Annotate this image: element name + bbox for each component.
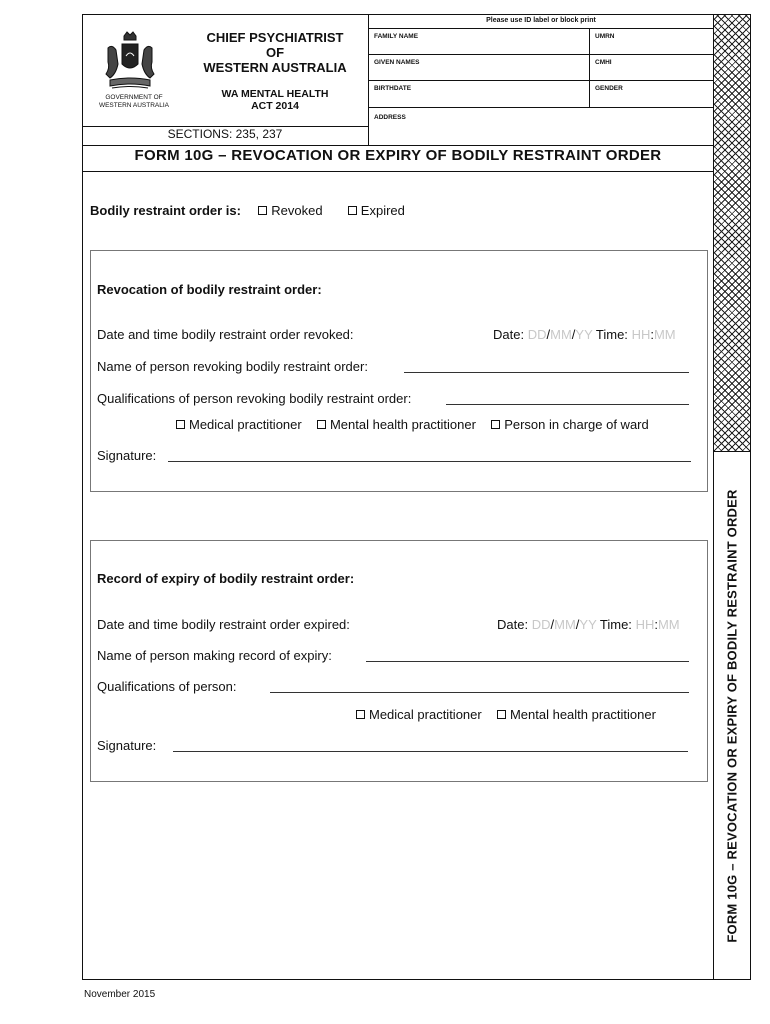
- id-grid-line: [368, 28, 714, 29]
- person-in-charge-label: Person in charge of ward: [504, 417, 649, 432]
- revoker-qual-options: [176, 417, 649, 432]
- recorder-qual-input[interactable]: [270, 692, 689, 693]
- person-in-charge-checkbox[interactable]: [491, 420, 500, 429]
- gov-line-1: GOVERNMENT OF: [105, 94, 163, 101]
- medical-practitioner-label: Medical practitioner: [189, 417, 302, 432]
- expiry-mental-health-practitioner-checkbox[interactable]: [497, 710, 506, 719]
- order-status-row: [90, 203, 405, 218]
- sections-label: SECTIONS: 235, 237: [167, 127, 283, 141]
- cmhi-field[interactable]: CMHI: [595, 59, 612, 66]
- revoked-checkbox[interactable]: [258, 206, 267, 215]
- time-label: Time:: [595, 327, 628, 342]
- agency-title: [190, 30, 360, 75]
- gov-line-2: WESTERN AUSTRALIA: [98, 102, 170, 109]
- header-divider: [82, 171, 714, 172]
- month-placeholder: MM: [554, 617, 576, 632]
- expiry-medical-practitioner-checkbox[interactable]: [356, 710, 365, 719]
- day-placeholder: DD: [531, 617, 551, 632]
- act-line-1: WA MENTAL HEALTH: [221, 88, 329, 100]
- minute-placeholder: MM: [653, 327, 676, 342]
- revoked-label: Revoked: [271, 203, 323, 218]
- id-label-note: Please use ID label or block print: [486, 17, 596, 24]
- revoker-name-input[interactable]: [404, 372, 689, 373]
- date-label: Date:: [493, 327, 525, 342]
- birthdate-field[interactable]: BIRTHDATE: [374, 85, 412, 92]
- government-label: [86, 94, 182, 110]
- year-placeholder: YY: [575, 327, 593, 342]
- id-grid-line: [368, 80, 714, 81]
- act-line-2: ACT 2014: [251, 100, 299, 112]
- wa-crest-logo: [100, 30, 160, 94]
- hour-placeholder: HH: [631, 327, 651, 342]
- expired-label: Expired: [360, 203, 405, 218]
- gender-field[interactable]: GENDER: [595, 85, 623, 92]
- expiry-signature-label: Signature:: [97, 738, 157, 753]
- given-names-field[interactable]: GIVEN NAMES: [374, 59, 420, 66]
- id-grid-line: [589, 28, 590, 107]
- umrn-field[interactable]: UMRN: [595, 33, 615, 40]
- expired-date-time-input[interactable]: Date: DD/MM/YY Time: HH:MM: [497, 617, 680, 632]
- recorder-qual-options: [356, 707, 656, 722]
- revocation-signature-input[interactable]: [168, 461, 691, 462]
- agency-line-2: OF: [265, 45, 285, 60]
- address-field[interactable]: ADDRESS: [374, 114, 406, 121]
- header-divider: [82, 145, 714, 146]
- revocation-title: Revocation of bodily restraint order:: [97, 282, 322, 297]
- revoker-qual-input[interactable]: [446, 404, 689, 405]
- recorder-qual-label: Qualifications of person:: [97, 679, 237, 694]
- family-name-field[interactable]: FAMILY NAME: [374, 33, 419, 40]
- act-title: [190, 88, 360, 112]
- revoker-qual-label: Qualifications of person revoking bodily restraint order:: [97, 391, 412, 406]
- id-grid-line: [368, 107, 714, 108]
- medical-practitioner-checkbox[interactable]: [176, 420, 185, 429]
- year-placeholder: YY: [579, 617, 597, 632]
- time-label: Time:: [599, 617, 632, 632]
- hour-placeholder: HH: [635, 617, 655, 632]
- footer-date: November 2015: [84, 989, 156, 1000]
- recorder-name-label: Name of person making record of expiry:: [97, 648, 332, 663]
- expiry-signature-input[interactable]: [173, 751, 688, 752]
- agency-line-3: WESTERN AUSTRALIA: [203, 60, 347, 75]
- agency-line-1: CHIEF PSYCHIATRIST: [206, 30, 344, 45]
- expiry-medical-practitioner-label: Medical practitioner: [369, 707, 482, 722]
- order-status-label: Bodily restraint order is:: [90, 203, 241, 218]
- minute-placeholder: MM: [657, 617, 680, 632]
- id-grid-line: [368, 54, 714, 55]
- mental-health-practitioner-checkbox[interactable]: [317, 420, 326, 429]
- expiry-mental-health-practitioner-label: Mental health practitioner: [509, 707, 656, 722]
- recorder-name-input[interactable]: [366, 661, 689, 662]
- month-placeholder: MM: [550, 327, 572, 342]
- expired-checkbox[interactable]: [348, 206, 357, 215]
- expired-datetime-label: Date and time bodily restraint order expired:: [97, 617, 350, 632]
- form-title: FORM 10G – REVOCATION OR EXPIRY OF BODILY RESTRAINT ORDER: [134, 147, 662, 164]
- side-hatch-strip: [714, 14, 751, 452]
- side-form-title: FORM 10G – REVOCATION OR EXPIRY OF BODILY RESTRAINT ORDER: [724, 489, 740, 943]
- revocation-signature-label: Signature:: [97, 448, 157, 463]
- expiry-title: Record of expiry of bodily restraint order:: [97, 571, 355, 586]
- mental-health-practitioner-label: Mental health practitioner: [329, 417, 476, 432]
- date-label: Date:: [497, 617, 529, 632]
- revoked-datetime-label: Date and time bodily restraint order revoked:: [97, 327, 354, 342]
- day-placeholder: DD: [527, 327, 547, 342]
- revoked-date-time-input[interactable]: Date: DD/MM/YY Time: HH:MM: [493, 327, 676, 342]
- revoker-name-label: Name of person revoking bodily restraint order:: [97, 359, 368, 374]
